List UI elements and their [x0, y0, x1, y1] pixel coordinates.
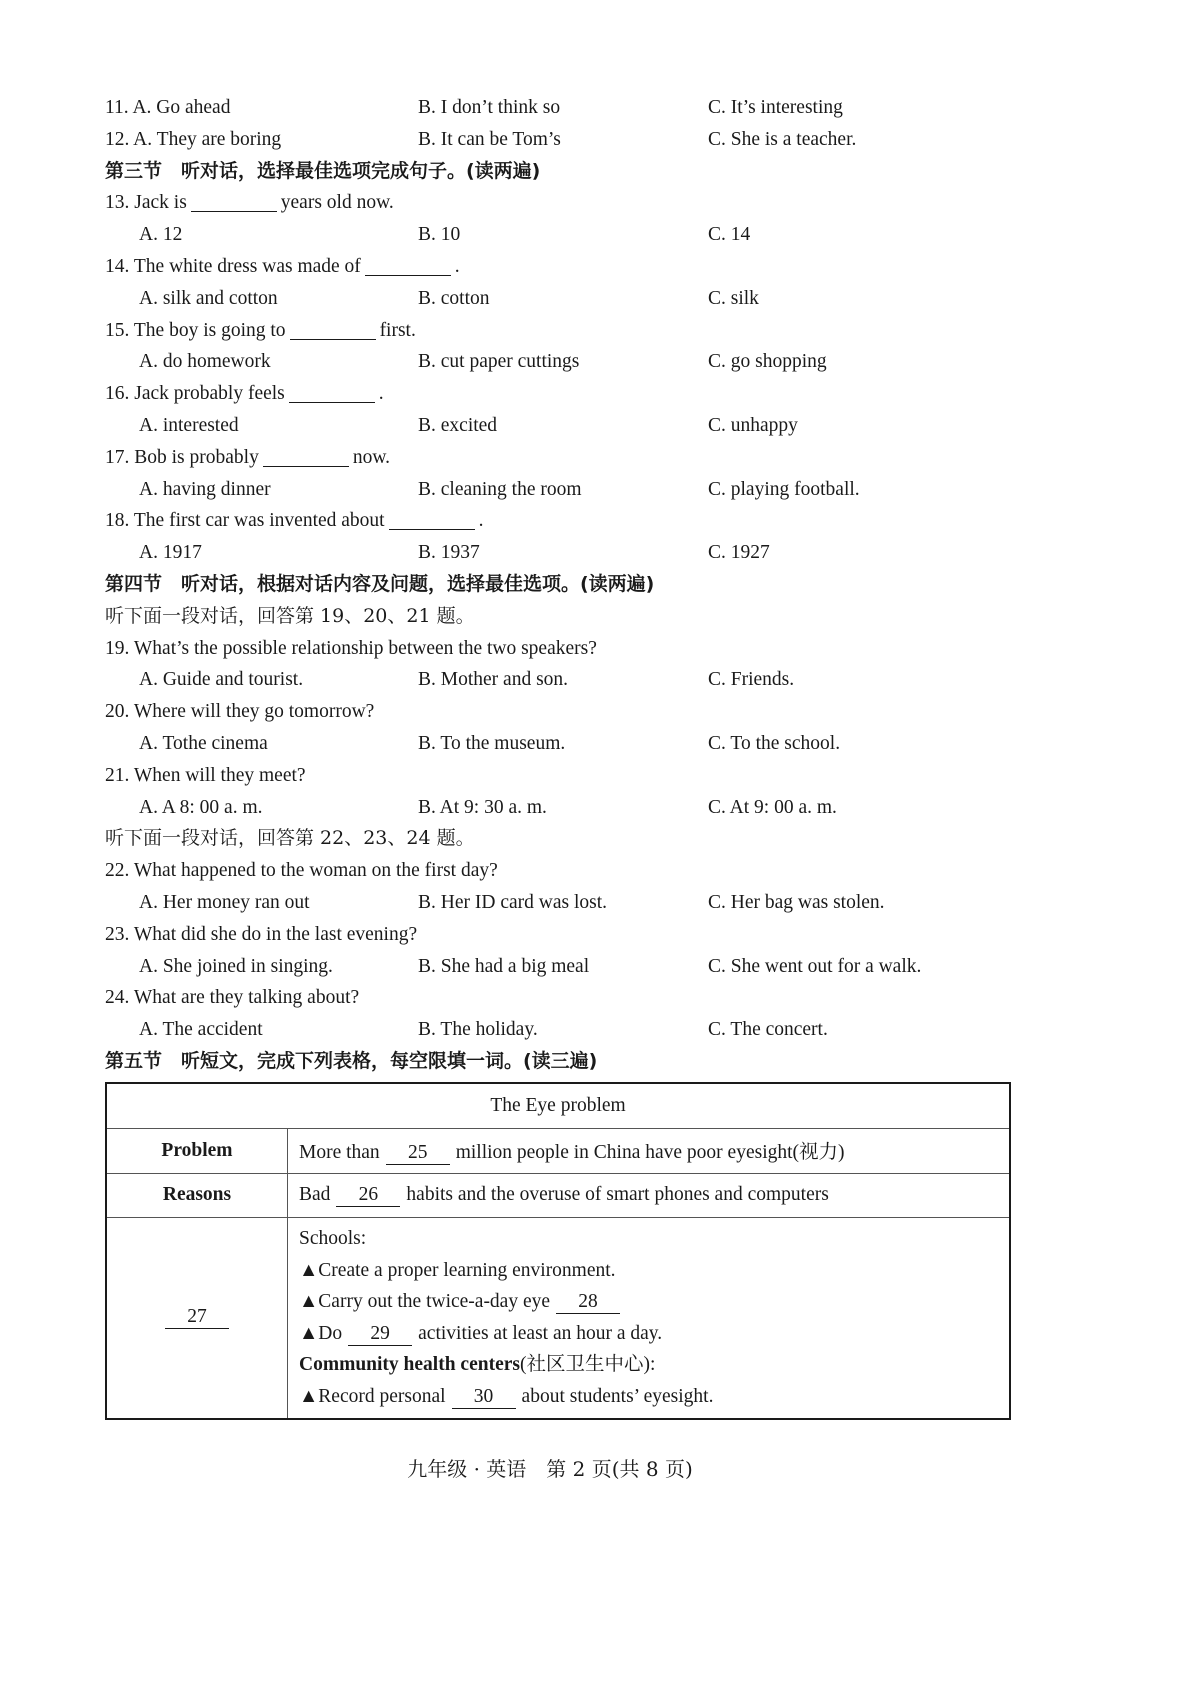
solutions-label	[106, 1217, 288, 1419]
option-row	[105, 92, 1015, 124]
schools-item-2-text: ▲Carry out the twice-a-day eye	[299, 1291, 551, 1313]
option-a: 11. A. Go ahead	[105, 97, 231, 118]
option-c: C. To the school.	[708, 732, 841, 754]
option-a: A. A 8: 00 a. m.	[139, 796, 263, 818]
option-c: C. Her bag was stolen.	[708, 891, 885, 913]
option-b: B. cotton	[418, 287, 490, 309]
section-heading: 第四节 听对话，根据对话内容及问题，选择最佳选项。(读两遍)	[105, 572, 655, 595]
schools-heading: Schools:	[299, 1227, 367, 1249]
blank-29: 29	[348, 1323, 412, 1346]
option-b: B. excited	[418, 414, 498, 436]
community-heading	[299, 1349, 998, 1381]
question-stem	[105, 378, 1015, 410]
option-row	[105, 887, 1015, 919]
question-stem: 22. What happened to the woman on the first day?	[105, 860, 498, 882]
option-a: 12. A. They are boring	[105, 128, 282, 150]
section-heading: 第三节 听对话，选择最佳选项完成句子。(读两遍)	[105, 159, 541, 182]
blank-27: 27	[165, 1306, 229, 1329]
reasons-label: Reasons	[106, 1173, 288, 1217]
answer-blank	[365, 253, 451, 276]
option-row	[105, 474, 1015, 506]
answer-blank	[290, 317, 376, 340]
option-row	[105, 283, 1015, 315]
option-b: B. She had a big meal	[418, 955, 590, 977]
section-heading: 第五节 听短文，完成下列表格，每空限填一词。(读三遍)	[105, 1049, 598, 1072]
community-heading-rest: (社区卫生中心):	[519, 1354, 656, 1376]
option-a: A. silk and cotton	[139, 287, 278, 309]
instruction-note: 听下面一段对话，回答第 22、23、24 题。	[105, 827, 475, 850]
problem-label: Problem	[106, 1128, 288, 1173]
problem-text-pre: More than	[299, 1142, 380, 1163]
community-heading-bold: Community health centers	[299, 1354, 520, 1376]
option-b: B. 10	[418, 224, 461, 246]
question-stem: 24. What are they talking about?	[105, 987, 360, 1009]
blank-30: 30	[452, 1386, 516, 1409]
answer-blank	[263, 444, 349, 467]
question-text-end: .	[378, 383, 384, 405]
option-row	[105, 1014, 1015, 1046]
option-c: C. It’s interesting	[708, 97, 843, 118]
schools-item-3-post: activities at least an hour a day.	[418, 1322, 663, 1344]
question-text-end: years old now.	[280, 192, 394, 214]
question-stem	[105, 442, 1015, 474]
option-c: C. She is a teacher.	[708, 128, 857, 150]
solutions-cell	[288, 1217, 1011, 1419]
answer-blank	[191, 189, 277, 212]
reasons-text-post: habits and the overuse of smart phones and computers	[406, 1183, 829, 1205]
question-stem: 20. Where will they go tomorrow?	[105, 701, 375, 723]
option-a: A. 1917	[139, 542, 202, 564]
option-c: C. silk	[708, 287, 759, 309]
instruction-note: 听下面一段对话，回答第 19、20、21 题。	[105, 604, 475, 627]
option-a: A. interested	[139, 414, 239, 436]
option-c: C. She went out for a walk.	[708, 955, 922, 977]
reasons-cell	[288, 1173, 1011, 1217]
schools-item-3	[299, 1318, 998, 1350]
option-row	[105, 410, 1015, 442]
question-stem: 19. What’s the possible relationship between the two speakers?	[105, 637, 597, 659]
option-row	[105, 728, 1015, 760]
question-stem	[105, 315, 1015, 347]
option-b: B. To the museum.	[418, 732, 566, 754]
question-stem	[105, 187, 1015, 219]
option-b: B. It can be Tom’s	[418, 128, 561, 150]
option-c: C. 1927	[708, 542, 770, 564]
option-c: C. playing football.	[708, 478, 860, 500]
option-c: C. Friends.	[708, 669, 795, 691]
schools-item-2	[299, 1286, 998, 1318]
question-text-end: .	[478, 510, 484, 532]
option-b: B. Her ID card was lost.	[418, 891, 607, 913]
question-text-end: now.	[352, 446, 391, 468]
answer-blank	[289, 380, 375, 403]
option-c: C. go shopping	[708, 351, 827, 373]
question-text-end: first.	[379, 319, 416, 341]
option-a: A. The accident	[139, 1019, 263, 1041]
option-b: B. Mother and son.	[418, 669, 569, 691]
option-row	[105, 664, 1015, 696]
table-title: The Eye problem	[106, 1083, 1010, 1128]
option-row	[105, 792, 1015, 824]
option-b: B. cut paper cuttings	[418, 351, 580, 373]
option-c: C. The concert.	[708, 1019, 828, 1041]
question-stem	[105, 505, 1015, 537]
question-list	[105, 92, 1015, 1078]
option-row	[105, 124, 1015, 156]
question-text: 18. The first car was invented about	[105, 510, 385, 532]
community-item-1	[299, 1381, 998, 1413]
eye-problem-table	[105, 1082, 1011, 1420]
question-text-end: .	[454, 255, 460, 277]
problem-cell	[288, 1128, 1011, 1173]
question-stem: 23. What did she do in the last evening?	[105, 923, 418, 945]
option-b: B. I don’t think so	[418, 97, 561, 118]
blank-25: 25	[386, 1142, 450, 1165]
option-row	[105, 346, 1015, 378]
answer-blank	[389, 507, 475, 530]
option-b: B. At 9: 30 a. m.	[418, 796, 547, 818]
question-text: 15. The boy is going to	[105, 319, 286, 341]
question-stem	[105, 251, 1015, 283]
question-text: 14. The white dress was made of	[105, 255, 361, 277]
option-a: A. Guide and tourist.	[139, 669, 304, 691]
question-text: 16. Jack probably feels	[105, 383, 285, 405]
option-a: A. Her money ran out	[139, 891, 310, 913]
option-b: B. The holiday.	[418, 1019, 538, 1041]
question-text: 17. Bob is probably	[105, 446, 259, 468]
option-a: A. Tothe cinema	[139, 732, 268, 754]
community-item-1-post: about students’ eyesight.	[521, 1385, 714, 1407]
problem-text-post: million people in China have poor eyesight(视力)	[455, 1142, 845, 1163]
option-row	[105, 951, 1015, 983]
community-item-1-pre: ▲Record personal	[299, 1385, 446, 1407]
option-b: B. 1937	[418, 542, 480, 564]
option-a: A. 12	[139, 224, 183, 246]
option-b: B. cleaning the room	[418, 478, 582, 500]
schools-item-3-pre: ▲Do	[299, 1322, 343, 1344]
question-stem: 21. When will they meet?	[105, 764, 306, 786]
page-footer: 九年级 · 英语 第 2 页(共 8 页)	[407, 1457, 693, 1481]
option-a: A. She joined in singing.	[139, 955, 333, 977]
blank-26: 26	[336, 1184, 400, 1207]
schools-item-1: ▲Create a proper learning environment.	[299, 1259, 616, 1281]
question-text: 13. Jack is	[105, 192, 187, 214]
option-row	[105, 219, 1015, 251]
blank-28: 28	[556, 1291, 620, 1314]
option-c: C. 14	[708, 224, 751, 246]
option-row	[105, 537, 1015, 569]
reasons-text-pre: Bad	[299, 1183, 331, 1205]
option-a: A. do homework	[139, 351, 271, 373]
option-c: C. unhappy	[708, 414, 798, 436]
option-a: A. having dinner	[139, 478, 271, 500]
option-c: C. At 9: 00 a. m.	[708, 796, 837, 818]
